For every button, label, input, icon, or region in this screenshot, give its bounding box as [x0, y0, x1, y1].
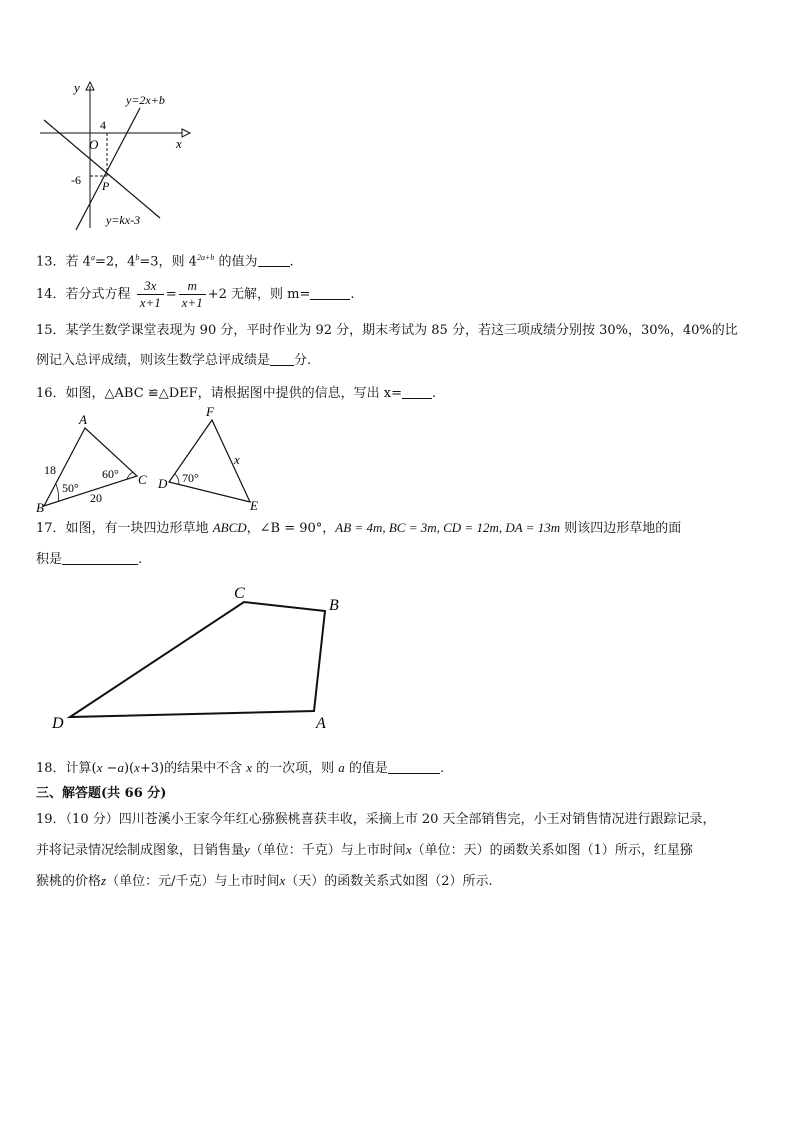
question-16: 16．如图，△ABC ≌△DEF，请根据图中提供的信息，写出 x= .: [36, 386, 437, 401]
side-bc-label: 20: [90, 491, 102, 505]
angle-arc-b: [56, 484, 59, 502]
line1-label: y=2x+b: [126, 93, 165, 107]
angle-b-label: 50°: [62, 481, 79, 495]
answer-blank-13[interactable]: [258, 252, 290, 267]
question-19-line-3: 猴桃的价格z（单位：元/千克）与上市时间x（天）的函数关系式如图（2）所示.: [36, 873, 493, 889]
answer-blank-17[interactable]: [62, 550, 138, 565]
fraction-3x-over-x-plus-1: $\frac{3x}{x+1}$: [137, 278, 164, 311]
angle-c-label: 60°: [102, 467, 119, 481]
quadrilateral-figure: [46, 580, 356, 740]
vertex-d-label: D: [158, 476, 168, 491]
question-14: 14．若分式方程 $\frac{3x}{x+1}$ = $\frac{m}{x+1}$ +2 无解，则 m= .: [36, 278, 355, 310]
linear-graph-figure: [34, 78, 194, 234]
line-2x-plus-b: [76, 108, 140, 230]
x-axis-arrow: [182, 129, 190, 137]
congruent-triangles-figure: [34, 404, 274, 514]
line-kx-minus-3: [44, 120, 160, 218]
answer-blank-15[interactable]: [270, 351, 294, 366]
question-13: 13．若 $4^a=2$，$4^b=3$，则 $4^{2a+b}$ 的值为 .: [36, 253, 294, 270]
angle-d-label: 70°: [182, 471, 199, 485]
question-19-line-1: 19．（10 分）四川苍溪小王家今年红心猕猴桃喜获丰收，采摘上市 20 天全部销售完，小王对销售情况进行跟踪记录，: [36, 812, 716, 827]
question-15-line-2: 例记入总评成绩，则该生数学总评成绩是 分.: [36, 353, 312, 368]
answer-blank-14[interactable]: [310, 285, 350, 300]
answer-blank-16[interactable]: [402, 384, 432, 399]
fraction-m-over-x-plus-1: $\frac{m}{x+1}$: [179, 278, 206, 311]
quad-vertex-d-label: D: [52, 715, 64, 732]
tick-label-4: 4: [100, 118, 106, 132]
question-17-line-2: 积是 .: [36, 552, 143, 567]
origin-label: O: [89, 137, 99, 152]
point-p-label: P: [102, 179, 110, 193]
side-x-label: x: [234, 452, 240, 467]
vertex-b-label: B: [36, 500, 44, 514]
quadrilateral-abcd: [70, 602, 325, 717]
question-17-line-1: 17．如图，有一块四边形草地 ABCD，∠B = 90°，AB = 4m, BC = 3m, CD = 12m, DA = 13m 则该四边形草地的面: [36, 520, 682, 536]
vertex-f-label: F: [206, 404, 214, 419]
angle-arc-d: [175, 474, 179, 484]
vertex-a-label: A: [79, 412, 87, 427]
y-axis-label: y: [74, 80, 80, 95]
quad-vertex-b-label: B: [329, 597, 339, 614]
tick-label-neg6: -6: [71, 173, 81, 187]
line2-label: y=kx-3: [106, 213, 141, 227]
question-19-line-2: 并将记录情况绘制成图象，日销售量y（单位：千克）与上市时间x（单位：天）的函数关系如图（1）所示，红星猕: [36, 842, 693, 858]
answer-blank-18[interactable]: [388, 759, 440, 774]
vertex-e-label: E: [250, 498, 258, 513]
vertex-c-label: C: [138, 472, 147, 487]
section-3-title: 三、解答题(共 66 分): [36, 786, 167, 801]
x-axis-label: x: [176, 136, 182, 151]
question-18: 18．计算(x −a)(x+3)的结果中不含 x 的一次项，则 a 的值是 .: [36, 760, 445, 776]
side-ab-label: 18: [44, 463, 56, 477]
quad-vertex-a-label: A: [316, 715, 326, 732]
question-15-line-1: 15．某学生数学课堂表现为 90 分，平时作业为 92 分，期末考试为 85 分，若这三项成绩分别按 30%，30%，40%的比: [36, 323, 738, 338]
quad-vertex-c-label: C: [234, 585, 245, 602]
